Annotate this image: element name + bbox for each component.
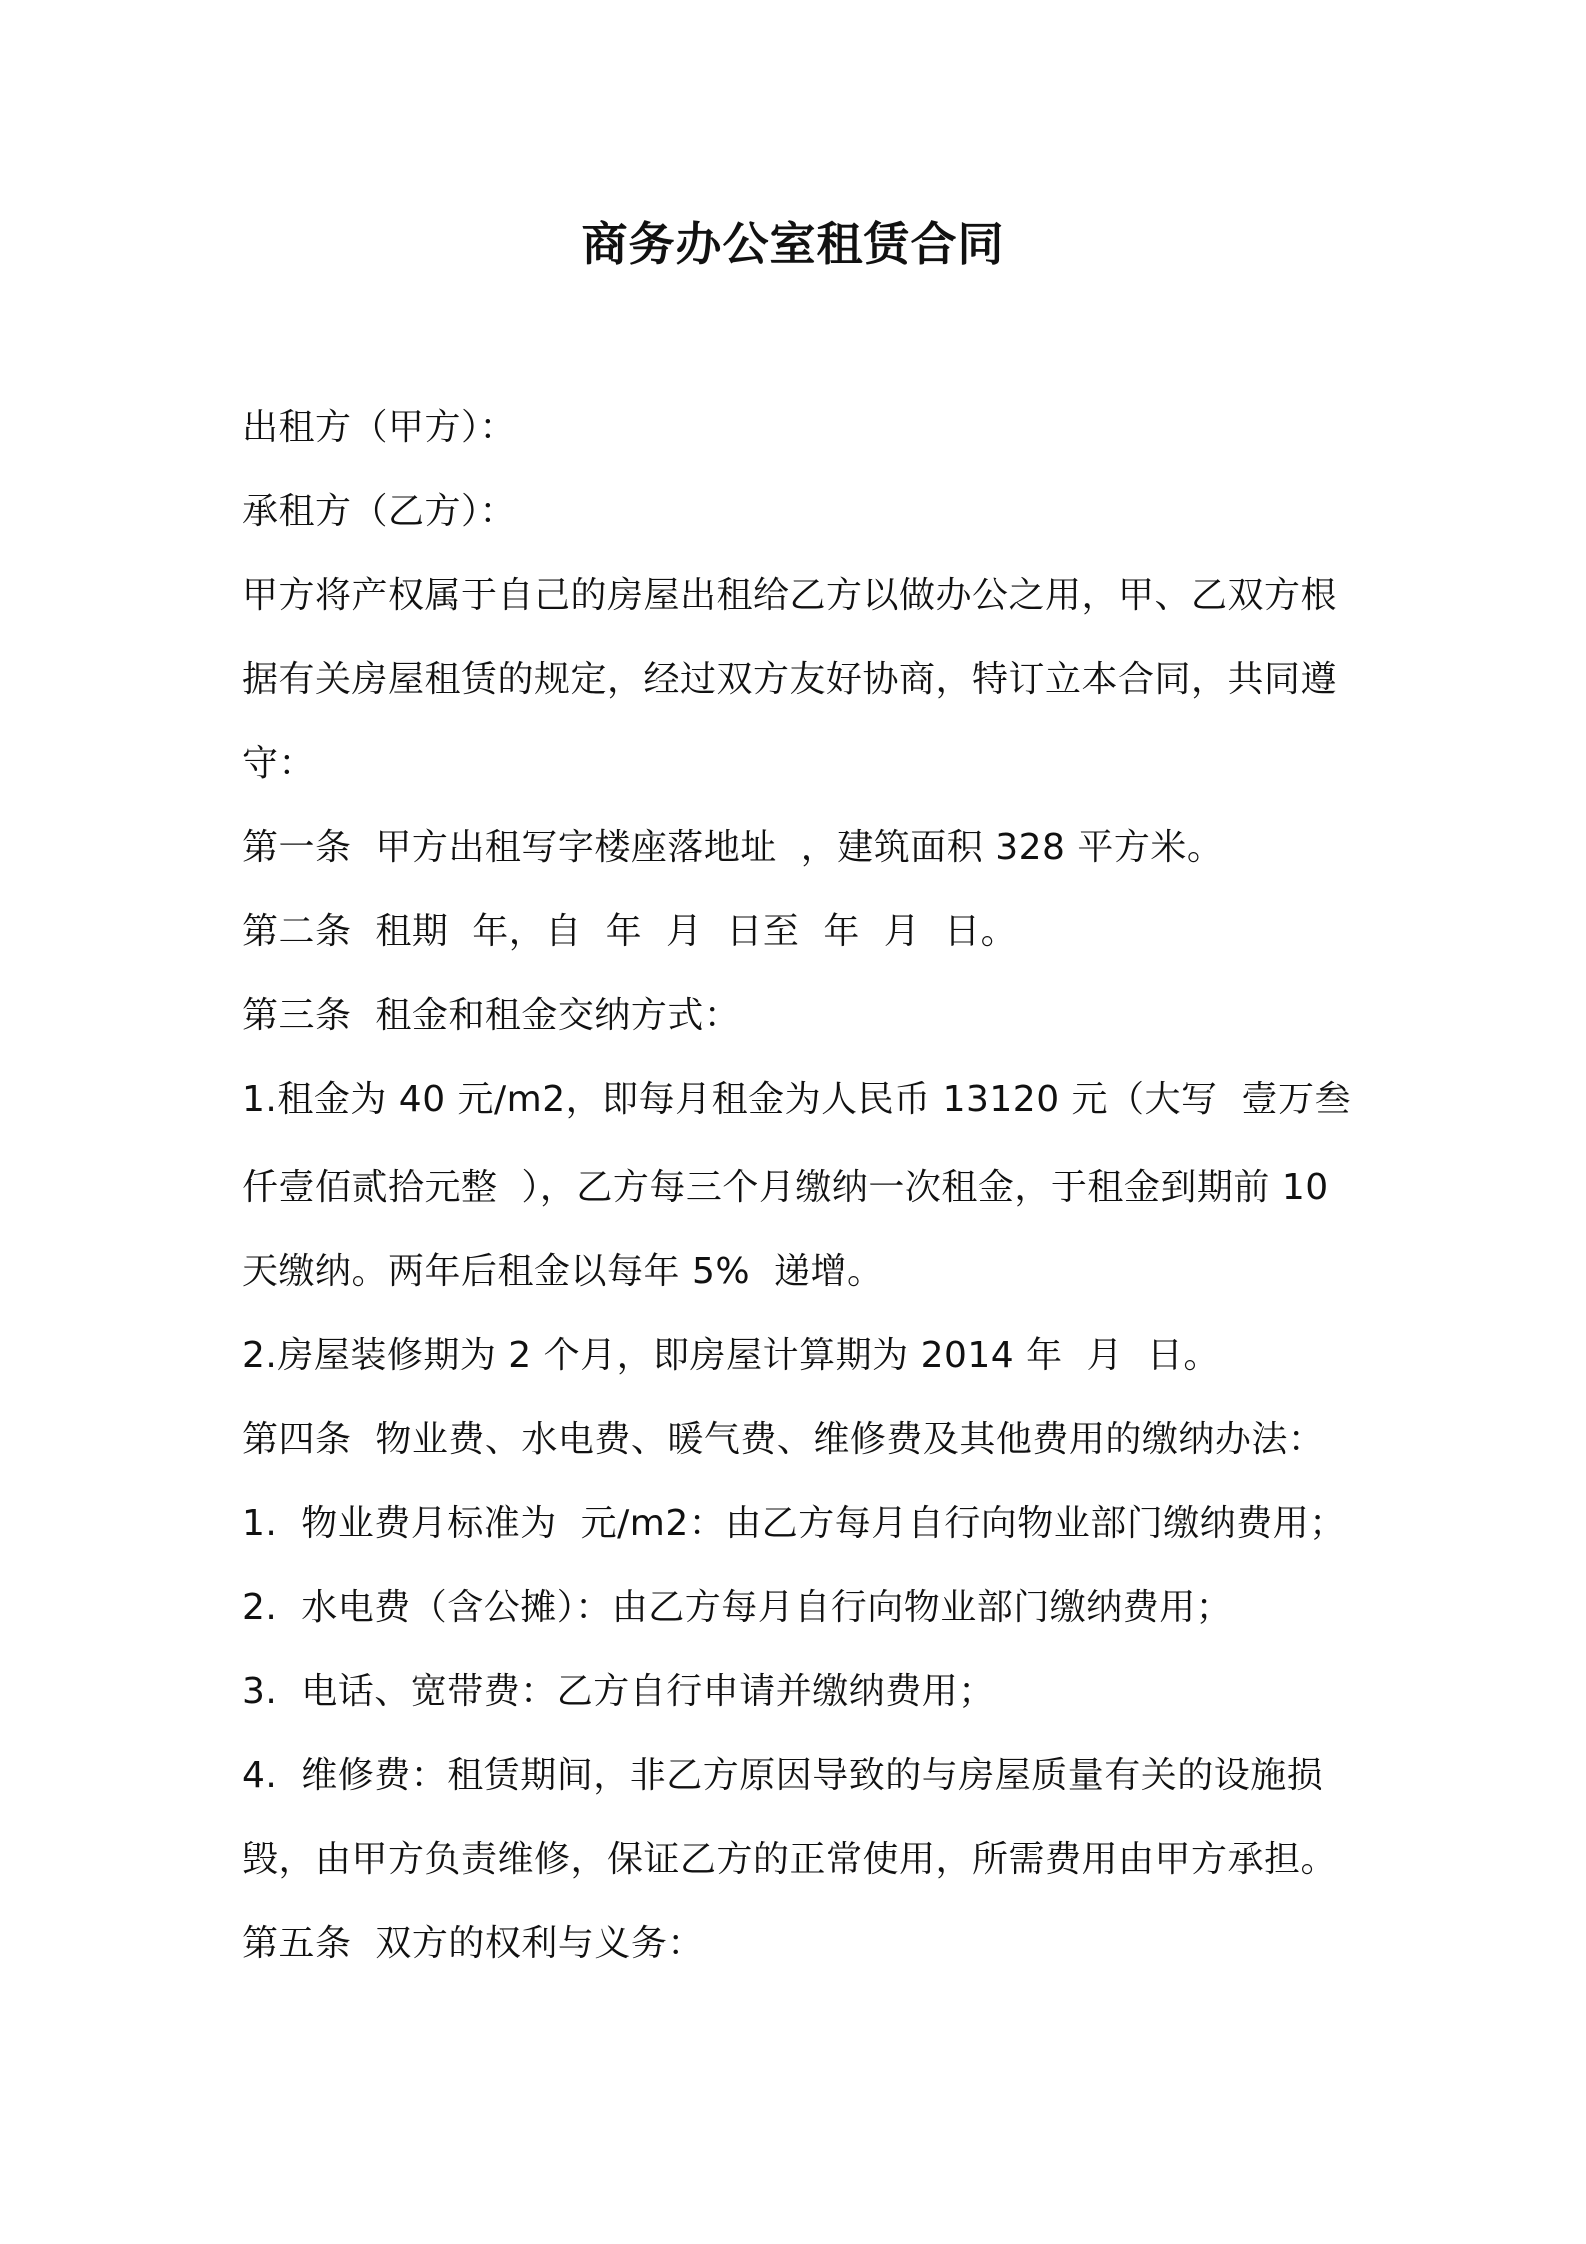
document-title: 商务办公室租赁合同 (581, 217, 1005, 271)
maintenance-line-1: 4. 维修费：租赁期间，非乙方原因导致的与房屋质量有关的设施损 (242, 1755, 1324, 1796)
phone-broadband-line: 3. 电话、宽带费：乙方自行申请并缴纳费用； (242, 1671, 995, 1712)
preamble-line-1: 甲方将产权属于自己的房屋出租给乙方以做办公之用，甲、乙双方根 (242, 575, 1338, 616)
property-fee-line: 1. 物业费月标准为 元/m2：由乙方每月自行向物业部门缴纳费用； (242, 1503, 1346, 1544)
lessee-line: 承租方（乙方）： (242, 491, 517, 532)
article-4-heading: 第四条 物业费、水电费、暖气费、维修费及其他费用的缴纳办法： (242, 1419, 1325, 1460)
article-1-line: 第一条 甲方出租写字楼座落地址 ，建筑面积 328 平方米。 (242, 827, 1224, 868)
article-3-heading: 第三条 租金和租金交纳方式： (242, 995, 741, 1036)
preamble-line-3: 守： (242, 743, 316, 784)
decoration-period-line: 2.房屋装修期为 2 个月，即房屋计算期为 2014 年 月 日。 (242, 1335, 1220, 1376)
preamble-line-2: 据有关房屋租赁的规定，经过双方友好协商，特订立本合同，共同遵 (242, 659, 1338, 700)
article-2-line: 第二条 租期 年，自 年 月 日至 年 月 日。 (242, 911, 1018, 952)
rent-clause-line-2: 仟壹佰贰拾元整 ），乙方每三个月缴纳一次租金，于租金到期前 10 (242, 1167, 1329, 1208)
lessor-line: 出租方（甲方）： (242, 407, 517, 448)
utility-fee-line: 2. 水电费（含公摊）：由乙方每月自行向物业部门缴纳费用； (242, 1587, 1233, 1628)
rent-clause-line-3: 天缴纳。两年后租金以每年 5% 递增。 (242, 1251, 884, 1292)
article-5-heading: 第五条 双方的权利与义务： (242, 1923, 704, 1964)
maintenance-line-2: 毁，由甲方负责维修，保证乙方的正常使用，所需费用由甲方承担。 (242, 1839, 1338, 1880)
rent-clause-line-1: 1.租金为 40 元/m2，即每月租金为人民币 13120 元（大写 壹万叁 (242, 1079, 1351, 1120)
